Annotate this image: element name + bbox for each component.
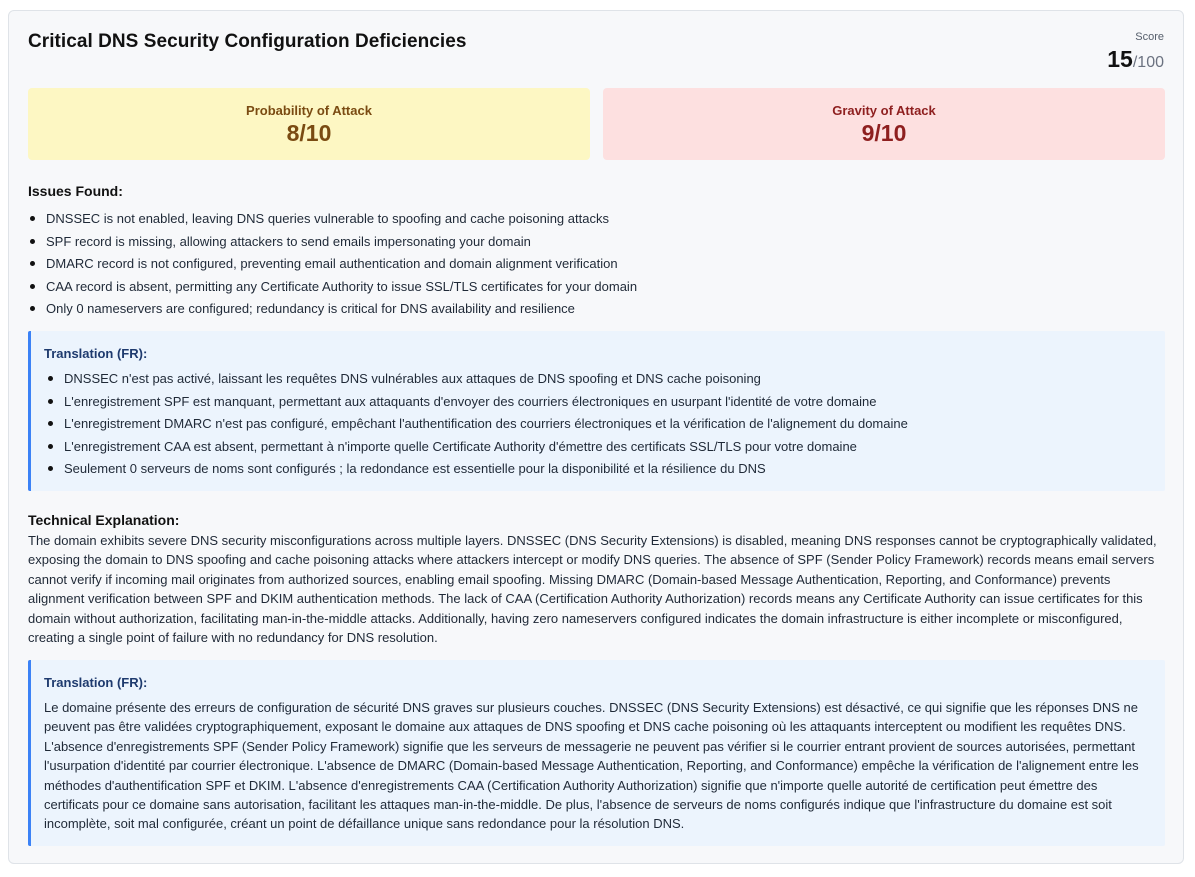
issue-item: DMARC record is not configured, preventing email authentication and domain alignment verification (28, 256, 637, 279)
technical-heading: Technical Explanation: (28, 512, 180, 528)
technical-translation-heading: Translation (FR): (44, 675, 148, 690)
issues-translation-list (46, 371, 908, 484)
probability-value: 8/10 (286, 120, 332, 146)
score-box (1107, 31, 1164, 75)
issue-item: CAA record is absent, permitting any Certificate Authority to issue SSL/TLS certificates for your domain (28, 279, 637, 302)
technical-explanation: The domain exhibits severe DNS security misconfigurations across multiple layers. DNSSEC (DNS Security Extensions) is disabled, meaning DNS responses cannot be cryptographically validated, exposing the domain to DNS spoofing and cache poisoning attacks where attackers intercept or modify DNS queries. The absence of SPF (Sender Policy Framework) records means email servers cannot verify if incoming mail originates from authorized sources, enabling email spoofing. Missing DMARC (Domain-based Message Authentication, Reporting, and Conformance) prevents alignment verification between SPF and DKIM authentication methods. The lack of CAA (Certification Authority Authorization) records means any Certificate Authority can issue certificates for this domain without authorization, facilitating man-in-the-middle attacks. Additionally, having zero nameservers configured indicates the domain infrastructure is either incomplete or misconfigured, creating a single point of failure with no redundancy for DNS resolution. (28, 533, 1157, 646)
probability-label: Probability of Attack (246, 103, 372, 118)
translation-item: DNSSEC n'est pas activé, laissant les requêtes DNS vulnérables aux attaques de DNS spoofing et DNS cache poisoning (46, 371, 908, 394)
score-value: 15 (1107, 46, 1133, 72)
gravity-label: Gravity of Attack (832, 103, 936, 118)
gravity-value: 9/10 (861, 120, 907, 146)
technical-translation-box (28, 660, 1165, 846)
translation-item: L'enregistrement CAA est absent, permettant à n'importe quelle Certificate Authority d'émettre des certificats SSL/TLS pour votre domaine (46, 439, 908, 462)
issue-item: Only 0 nameservers are configured; redundancy is critical for DNS availability and resilience (28, 301, 637, 324)
probability-card (28, 88, 590, 160)
score-display (1107, 47, 1164, 75)
score-label: Score (1135, 31, 1164, 43)
issues-translation-box (28, 331, 1165, 491)
issues-heading: Issues Found: (28, 183, 123, 199)
gravity-card (603, 88, 1165, 160)
translation-item: L'enregistrement SPF est manquant, permettant aux attaquants d'envoyer des courriers électroniques en usurpant l'identité de votre domaine (46, 394, 908, 417)
technical-translation-text: Le domaine présente des erreurs de configuration de sécurité DNS graves sur plusieurs couches. DNSSEC (DNS Security Extensions) est désactivé, ce qui signifie que les réponses DNS ne peuvent pas être validées cryptographiquement, exposant le domaine aux attaques de DNS spoofing et DNS cache poisoning où les attaquants interceptent ou modifient les requêtes DNS. L'absence d'enregistrements SPF (Sender Policy Framework) signifie que les serveurs de messagerie ne peuvent pas vérifier si le courrier entrant provient de sources autorisées, permettant l'usurpation d'identité par courrier électronique. L'absence de DMARC (Domain-based Message Authentication, Reporting, and Conformance) empêche la vérification de l'alignement entre les méthodes d'authentification SPF et DKIM. L'absence d'enregistrements CAA (Certification Authority Authorization) signifie que n'importe quelle autorité de certification peut émettre des certificats pour ce domaine sans autorisation, facilitant les attaques man-in-the-middle. De plus, l'absence de serveurs de noms configurés indique que l'infrastructure du domaine est soit incomplète, soit mal configurée, créant un point de défaillance unique sans redondance pour la résolution DNS. (44, 700, 1139, 832)
translation-item: Seulement 0 serveurs de noms sont configurés ; la redondance est essentielle pour la disponibilité et la résilience du DNS (46, 461, 908, 484)
score-max: /100 (1132, 54, 1164, 71)
issues-translation-heading: Translation (FR): (44, 346, 148, 361)
report-title: Critical DNS Security Configuration Deficiencies (28, 31, 467, 52)
issues-list (28, 211, 637, 324)
issue-item: SPF record is missing, allowing attackers to send emails impersonating your domain (28, 234, 637, 257)
translation-item: L'enregistrement DMARC n'est pas configuré, empêchant l'authentification des courriers électroniques et la vérification de l'alignement du domaine (46, 416, 908, 439)
issue-item: DNSSEC is not enabled, leaving DNS queries vulnerable to spoofing and cache poisoning attacks (28, 211, 637, 234)
report-card (8, 10, 1184, 864)
